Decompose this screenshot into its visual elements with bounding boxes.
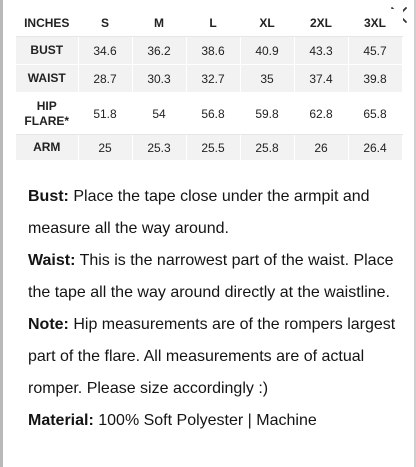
table-row-bust <box>16 37 402 65</box>
table-cell: 54 <box>132 93 186 135</box>
table-cell: 28.7 <box>78 65 132 93</box>
table-cell: 40.9 <box>240 37 294 65</box>
note-label: Waist: <box>28 252 76 269</box>
size-chart-table <box>16 9 403 161</box>
table-cell: 45.7 <box>348 37 402 65</box>
table-cell: 37.4 <box>294 65 348 93</box>
note-label: Material: <box>28 412 94 429</box>
measurement-notes <box>28 181 404 437</box>
table-row-hip-flare <box>16 93 402 135</box>
note-text: Place the tape close under the armpit and measure all the way around. <box>28 188 370 237</box>
note-label: Note: <box>28 316 69 333</box>
table-cell: 26.4 <box>348 135 402 161</box>
size-header-2xl: 2XL <box>294 9 348 37</box>
table-cell: 25.5 <box>186 135 240 161</box>
row-label: ARM <box>16 135 78 161</box>
table-row-arm <box>16 135 402 161</box>
note-material <box>28 405 404 437</box>
table-cell: 62.8 <box>294 93 348 135</box>
table-cell: 39.8 <box>348 65 402 93</box>
note-hip <box>28 309 404 405</box>
note-text: 100% Soft Polyester | Machine <box>93 412 317 429</box>
table-cell: 38.6 <box>186 37 240 65</box>
table-cell: 35 <box>240 65 294 93</box>
table-cell: 65.8 <box>348 93 402 135</box>
left-border <box>0 0 3 467</box>
table-cell: 25.3 <box>132 135 186 161</box>
note-text: Hip measurements are of the rompers largest part of the flare. All measurements are of actual romper. Please size accordingly :) <box>28 316 396 397</box>
table-corner-header: INCHES <box>16 9 78 37</box>
table-cell: 59.8 <box>240 93 294 135</box>
table-cell: 25 <box>78 135 132 161</box>
table-cell: 26 <box>294 135 348 161</box>
note-label: Bust: <box>28 188 69 205</box>
row-label: HIP FLARE* <box>16 93 78 135</box>
table-row-waist <box>16 65 402 93</box>
row-label: BUST <box>16 37 78 65</box>
table-cell: 36.2 <box>132 37 186 65</box>
size-header-m: M <box>132 9 186 37</box>
row-label: WAIST <box>16 65 78 93</box>
note-waist <box>28 245 404 309</box>
table-cell: 25.8 <box>240 135 294 161</box>
table-cell: 56.8 <box>186 93 240 135</box>
size-header-3xl: 3XL <box>348 9 402 37</box>
table-cell: 51.8 <box>78 93 132 135</box>
table-cell: 30.3 <box>132 65 186 93</box>
table-header-row <box>16 9 402 37</box>
table-cell: 34.6 <box>78 37 132 65</box>
table-cell: 32.7 <box>186 65 240 93</box>
note-text: This is the narrowest part of the waist. Place the tape all the way around directly at the waistline. <box>28 252 394 301</box>
size-header-l: L <box>186 9 240 37</box>
size-header-s: S <box>78 9 132 37</box>
table-cell: 43.3 <box>294 37 348 65</box>
note-bust <box>28 181 404 245</box>
size-header-xl: XL <box>240 9 294 37</box>
